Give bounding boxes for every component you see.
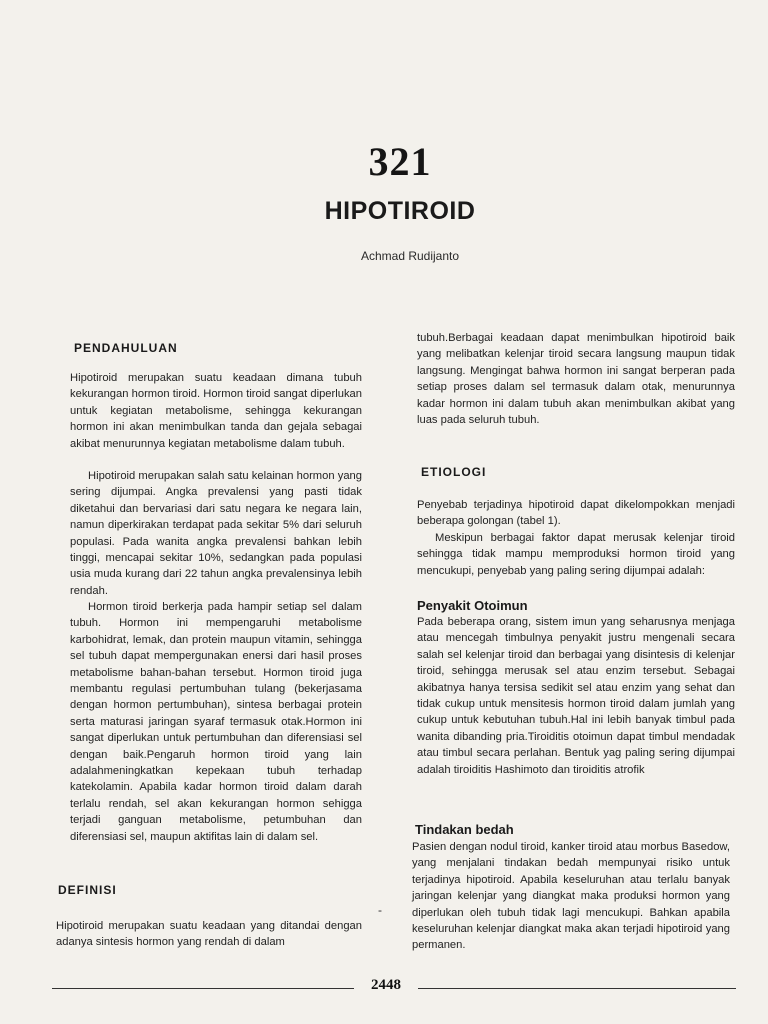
chapter-number: 321 [368,139,432,184]
paragraph-etiologi-2: Meskipun berbagai faktor dapat merusak kelenjar tiroid sehingga tidak mampu memproduksi hormon tiroid yang mencukupi, penyebab yang paling sering dijumpai adalah: [417,532,735,577]
section-heading-pendahuluan: PENDAHULUAN [74,341,178,355]
footer-rule-left [52,988,354,989]
footer-rule-right [418,988,736,989]
section-heading-definisi: DEFINISI [58,883,117,897]
paragraph-etiologi-1: Penyebab terjadinya hipotiroid dapat dikelompokkan menjadi beberapa golongan (tabel 1). [417,499,735,528]
paragraph-definisi-1: Hipotiroid merupakan suatu keadaan yang ditandai dengan adanya sintesis hormon yang rendah di dalam [56,920,362,949]
section-heading-etiologi: ETIOLOGI [421,465,487,479]
chapter-title: HIPOTIROID [324,197,476,225]
paragraph-continuation: tubuh.Berbagai keadaan dapat menimbulkan hipotiroid baik yang melibatkan kelenjar tiroid secara langsung maupun tidak langsung. Mengingat bahwa hormon ini sangat berperan pada setiap proses dalam sel termasuk dalam otak, menurunnya kadar hormon ini dalam tubuh akan menimbulkan akibat yang luas pada seluruh tubuh. [417,332,735,427]
paragraph-otoimun: Pada beberapa orang, sistem imun yang seharusnya menjaga atau mencegah timbulnya penyakit justru mengenali secara salah sel kelenjar tiroid dan berbagai yang disintesis di kelenjar tiroid, sehingga merusak sel atau enzim tersebut. Sebagai akibatnya hanya tersisa sedikit sel atau enzim yang sehat dan tidak cukup untuk mensitesis hormon tiroid dalam jumlah yang cukup untuk kebutuhan tubuh.Hal ini lebih banyak timbul pada wanita dibanding pria.Tiroiditis otoimun dapat timbul mendadak atau timbul secara perlahan. Bentuk yag paling sering dijumpai adalah tiroiditis Hashimoto dan tiroiditis atrofik [417,616,735,776]
margin-mark: - [378,903,382,917]
paragraph-pendahuluan-3: Hormon tiroid berkerja pada hampir setiap sel dalam tubuh. Hormon ini mempengaruhi metabolisme karbohidrat, lemak, dan protein maupun vitamin, sehingga sel tubuh dapat mempergunakan enersi dari hasil proses metabolisme bahan-bahan tersebut. Hormon tiroid juga membantu regulasi pertumbuhan tulang (bekerjasama dengan hormon pertumbuhan), sintesa berbagai protein serta maturasi jaringan syaraf termasuk otak.Hormon ini sangat diperlukan untuk pertumbuhan dan diferensiasi sel dengan baik.Pengaruh hormon tiroid yang lain adalahmeningkatkan kepekaan tubuh terhadap katekolamin. Apabila kadar hormon tiroid dalam darah terlalu rendah, sel akan kekurangan hormon sehigga terjadi ganguan metabolisme, petumbuhan dan diferensiasi sel, maupun aktifitas lain di dalam sel. [70,601,362,843]
page-number: 2448 [371,977,401,993]
subsection-heading-tindakan-bedah: Tindakan bedah [415,822,514,837]
paragraph-pendahuluan-2: Hipotiroid merupakan salah satu kelainan hormon yang sering dijumpai. Angka prevalensi yang pasti tidak diketahui dan bervariasi dari satu negara ke negara lain, namun diperkirakan terdapat pada sekitar 5% dari seluruh populasi. Pada wanita angka prevalensi bahkan lebih tinggi, mencapai sekitar 10%, sedangkan pada populasi usia muda kurang dari 22 tahun angka prevalensinya lebih rendah. [70,470,362,597]
subsection-heading-otoimun: Penyakit Otoimun [417,598,528,613]
paragraph-tindakan-bedah: Pasien dengan nodul tiroid, kanker tiroid atau morbus Basedow, yang menjalani tindakan bedah mempunyai risiko untuk terjadinya hipotiroid. Apabila keseluruhan atau terlalu banyak jaringan kelenjar yang diangkat maka produksi hormon yang diperlukan oleh tubuh tidak lagi mencukupi. Bahkan apabila keseluruhan kelenjar diangkat maka akan terjadi hipotiroid yang permanen. [412,841,730,952]
chapter-author: Achmad Rudijanto [360,249,460,263]
paragraph-pendahuluan-1: Hipotiroid merupakan suatu keadaan dimana tubuh kekurangan hormon tiroid. Hormon tiroid sangat diperlukan untuk kegiatan metabolisme, sehingga kekurangan hormon ini akan menimbulkan tanda dan gejala sebagai akibat menurunnya kegiatan metabolisme dalam tubuh. [70,372,362,450]
